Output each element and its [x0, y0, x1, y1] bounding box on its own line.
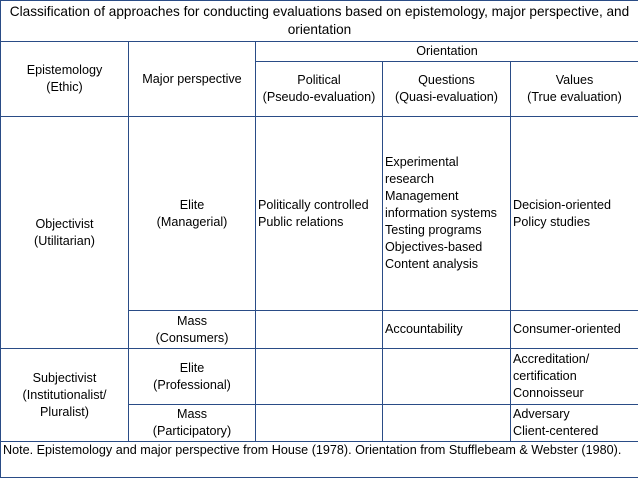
major-perspective-header: Major perspective — [129, 42, 256, 117]
subjectivist-cell: Subjectivist (Institutionalist/ Pluralist) — [1, 349, 129, 442]
subjectivist-elite-political — [256, 349, 383, 405]
table-row — [1, 117, 638, 311]
objectivist-cell: Objectivist (Utilitarian) — [1, 117, 129, 349]
objectivist-mass-political — [256, 311, 383, 349]
objectivist-mass-values: Consumer-oriented — [511, 311, 638, 349]
title-row — [1, 1, 638, 42]
objectivist-elite-questions: Experimental research Management information systems Testing programs Objectives-based Content analysis — [383, 117, 511, 311]
objectivist-mass-perspective: Mass (Consumers) — [129, 311, 256, 349]
subjectivist-elite-questions — [383, 349, 511, 405]
orientation-header-row — [1, 42, 638, 62]
table-note: Note. Epistemology and major perspective from House (1978). Orientation from Stufflebeam & Webster (1980). — [1, 442, 638, 478]
subjectivist-mass-values: Adversary Client-centered — [511, 405, 638, 442]
objectivist-elite-political: Politically controlled Public relations — [256, 117, 383, 311]
subjectivist-elite-values: Accreditation/ certification Connoisseur — [511, 349, 638, 405]
note-row — [1, 442, 638, 478]
questions-header: Questions (Quasi-evaluation) — [383, 62, 511, 117]
table-row — [1, 349, 638, 405]
orientation-header: Orientation — [256, 42, 638, 62]
table-title: Classification of approaches for conducting evaluations based on epistemology, major perspective, and orientation — [1, 1, 638, 42]
values-header: Values (True evaluation) — [511, 62, 638, 117]
objectivist-elite-values: Decision-oriented Policy studies — [511, 117, 638, 311]
subjectivist-elite-perspective: Elite (Professional) — [129, 349, 256, 405]
subjectivist-mass-perspective: Mass (Participatory) — [129, 405, 256, 442]
political-header: Political (Pseudo-evaluation) — [256, 62, 383, 117]
subjectivist-mass-questions — [383, 405, 511, 442]
epistemology-header: Epistemology (Ethic) — [1, 42, 129, 117]
objectivist-mass-questions: Accountability — [383, 311, 511, 349]
objectivist-elite-perspective: Elite (Managerial) — [129, 117, 256, 311]
subjectivist-mass-political — [256, 405, 383, 442]
